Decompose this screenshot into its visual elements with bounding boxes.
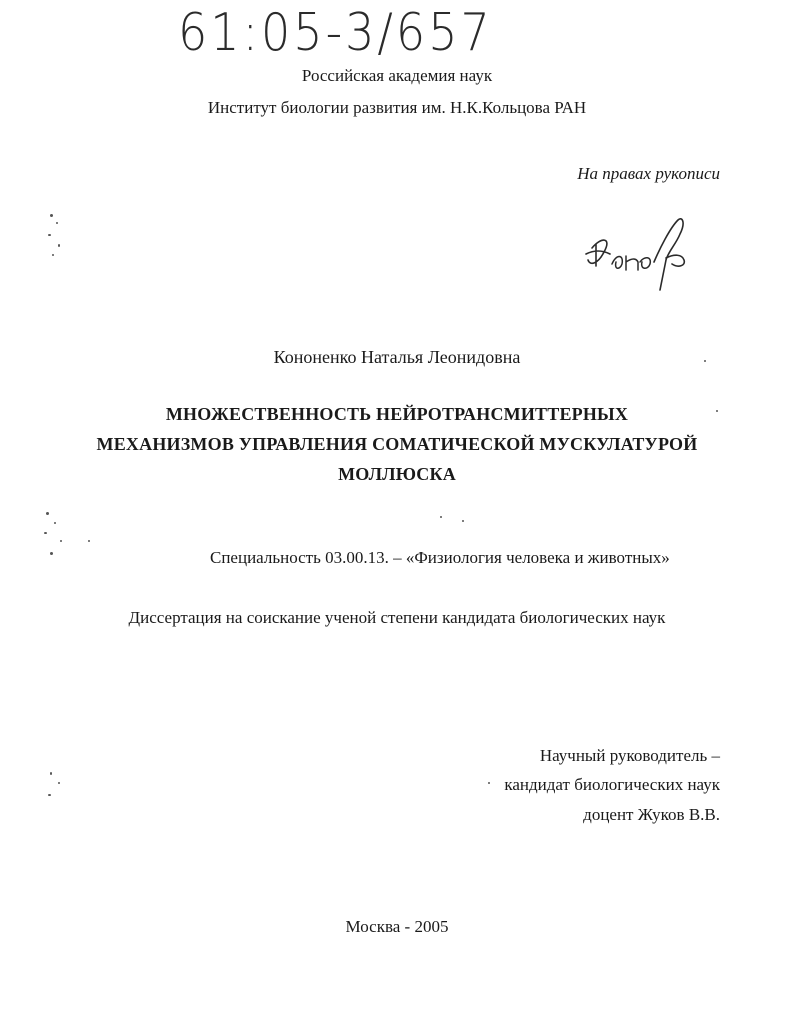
advisor-name: доцент Жуков В.В. — [583, 805, 720, 824]
speck — [48, 234, 51, 236]
speck — [50, 772, 52, 775]
speck — [440, 516, 442, 518]
city-year: Москва - 2005 — [345, 917, 449, 936]
speck — [488, 782, 490, 784]
manuscript-rights-note: На правах рукописи — [577, 164, 720, 183]
speck — [46, 512, 49, 515]
speck — [88, 540, 90, 542]
speck — [716, 410, 718, 412]
speck — [58, 782, 60, 784]
speck — [704, 360, 706, 362]
speck — [60, 540, 62, 542]
institute-name: Институт биологии развития им. Н.К.Кольцова РАН — [207, 98, 587, 117]
speck — [50, 552, 53, 555]
thesis-title-line-3: МОЛЛЮСКА — [338, 464, 456, 484]
author-name: Кононенко Наталья Леонидовна — [273, 347, 521, 367]
speck — [54, 522, 56, 524]
thesis-title-line-1: МНОЖЕСТВЕННОСТЬ НЕЙРОТРАНСМИТТЕРНЫХ — [165, 404, 629, 424]
thesis-title-line-2: МЕХАНИЗМОВ УПРАВЛЕНИЯ СОМАТИЧЕСКОЙ МУСКУЛАТУРОЙ — [96, 434, 698, 454]
degree-line: Диссертация на соискание ученой степени кандидата биологических наук — [128, 608, 666, 627]
academy-name: Российская академия наук — [301, 66, 493, 85]
speck — [48, 794, 51, 796]
speck — [50, 214, 53, 217]
specialty-line: Специальность 03.00.13. – «Физиология человека и животных» — [210, 548, 670, 567]
speck — [44, 532, 47, 534]
speck — [58, 244, 60, 247]
advisor-role: Научный руководитель – — [539, 746, 720, 765]
archive-code-handwritten: 61:05-3/657 — [178, 2, 493, 63]
advisor-degree: кандидат биологических наук — [504, 775, 720, 794]
speck — [56, 222, 58, 224]
speck — [52, 254, 54, 256]
speck — [462, 520, 464, 522]
